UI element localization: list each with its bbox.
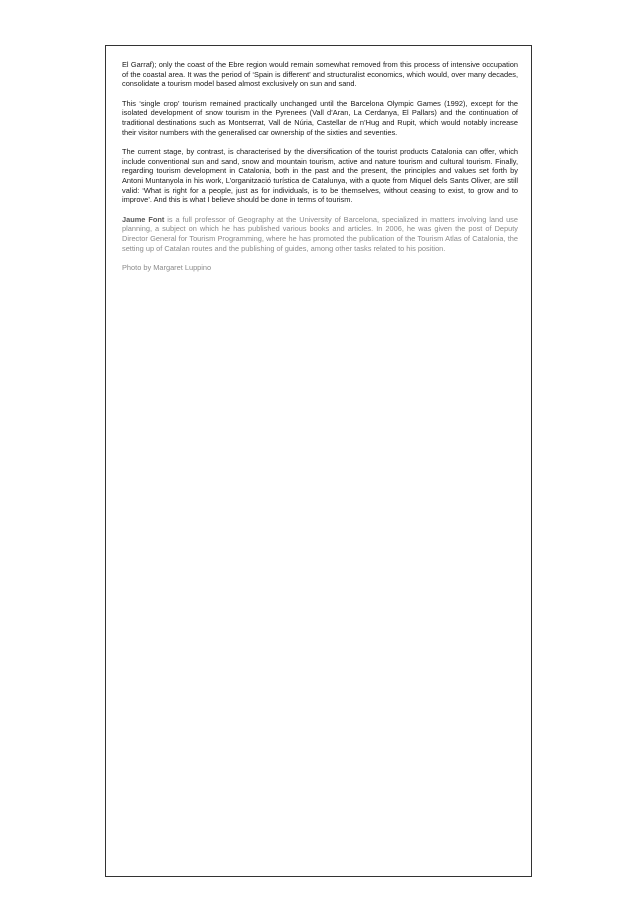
article-body bbox=[122, 60, 518, 283]
author-name: Jaume Font bbox=[122, 214, 165, 224]
paragraph-1: El Garraf); only the coast of the Ebre region would remain somewhat removed from this process of intensive occupation of the coastal area. It was the period of ‘Spain is different’ and structuralist economics, which would, over many decades, consolidate a tourism model based almost exclusively on sun and sand. bbox=[122, 60, 518, 89]
author-bio bbox=[122, 215, 518, 253]
photo-credit: Photo by Margaret Luppino bbox=[122, 263, 212, 273]
author-bio-text: is a full professor of Geography at the University of Barcelona, specialized in matters involving land use planning, a subject on which he has published various books and articles. In 2006, he was given the post of Deputy Director General for Tourism Programming, where he has promoted the publication of the Tourism Atlas of Catalonia, the setting up of Catalan routes and the publishing of guides, among other tasks related to his position. bbox=[122, 214, 518, 253]
page-frame bbox=[105, 45, 532, 877]
paragraph-3: The current stage, by contrast, is characterised by the diversification of the tourist products Catalonia can offer, which include conventional sun and sand, snow and mountain tourism, active and nature tourism and cultural tourism. Finally, regarding tourism development in Catalonia, both in the past and the present, the principles and values set forth by Antoni Muntanyola in his work, L’organització turística de Catalunya, with a quote from Miquel dels Sants Oliver, are still valid: ‘What is right for a people, just as for individuals, is to be themselves, without ceasing to exist, to grow and to improve’. And this is what I believe should be done in terms of tourism. bbox=[122, 147, 518, 205]
paragraph-2: This ‘single crop’ tourism remained practically unchanged until the Barcelona Olympic Games (1992), except for the isolated development of snow tourism in the Pyrenees (Vall d’Aran, La Cerdanya, El Pallars) and the continuation of traditional destinations such as Montserrat, Vall de Núria, Castellar de n’Hug and Rupit, which would notably increase their visitor numbers with the generalised car ownership of the sixties and seventies. bbox=[122, 98, 518, 137]
